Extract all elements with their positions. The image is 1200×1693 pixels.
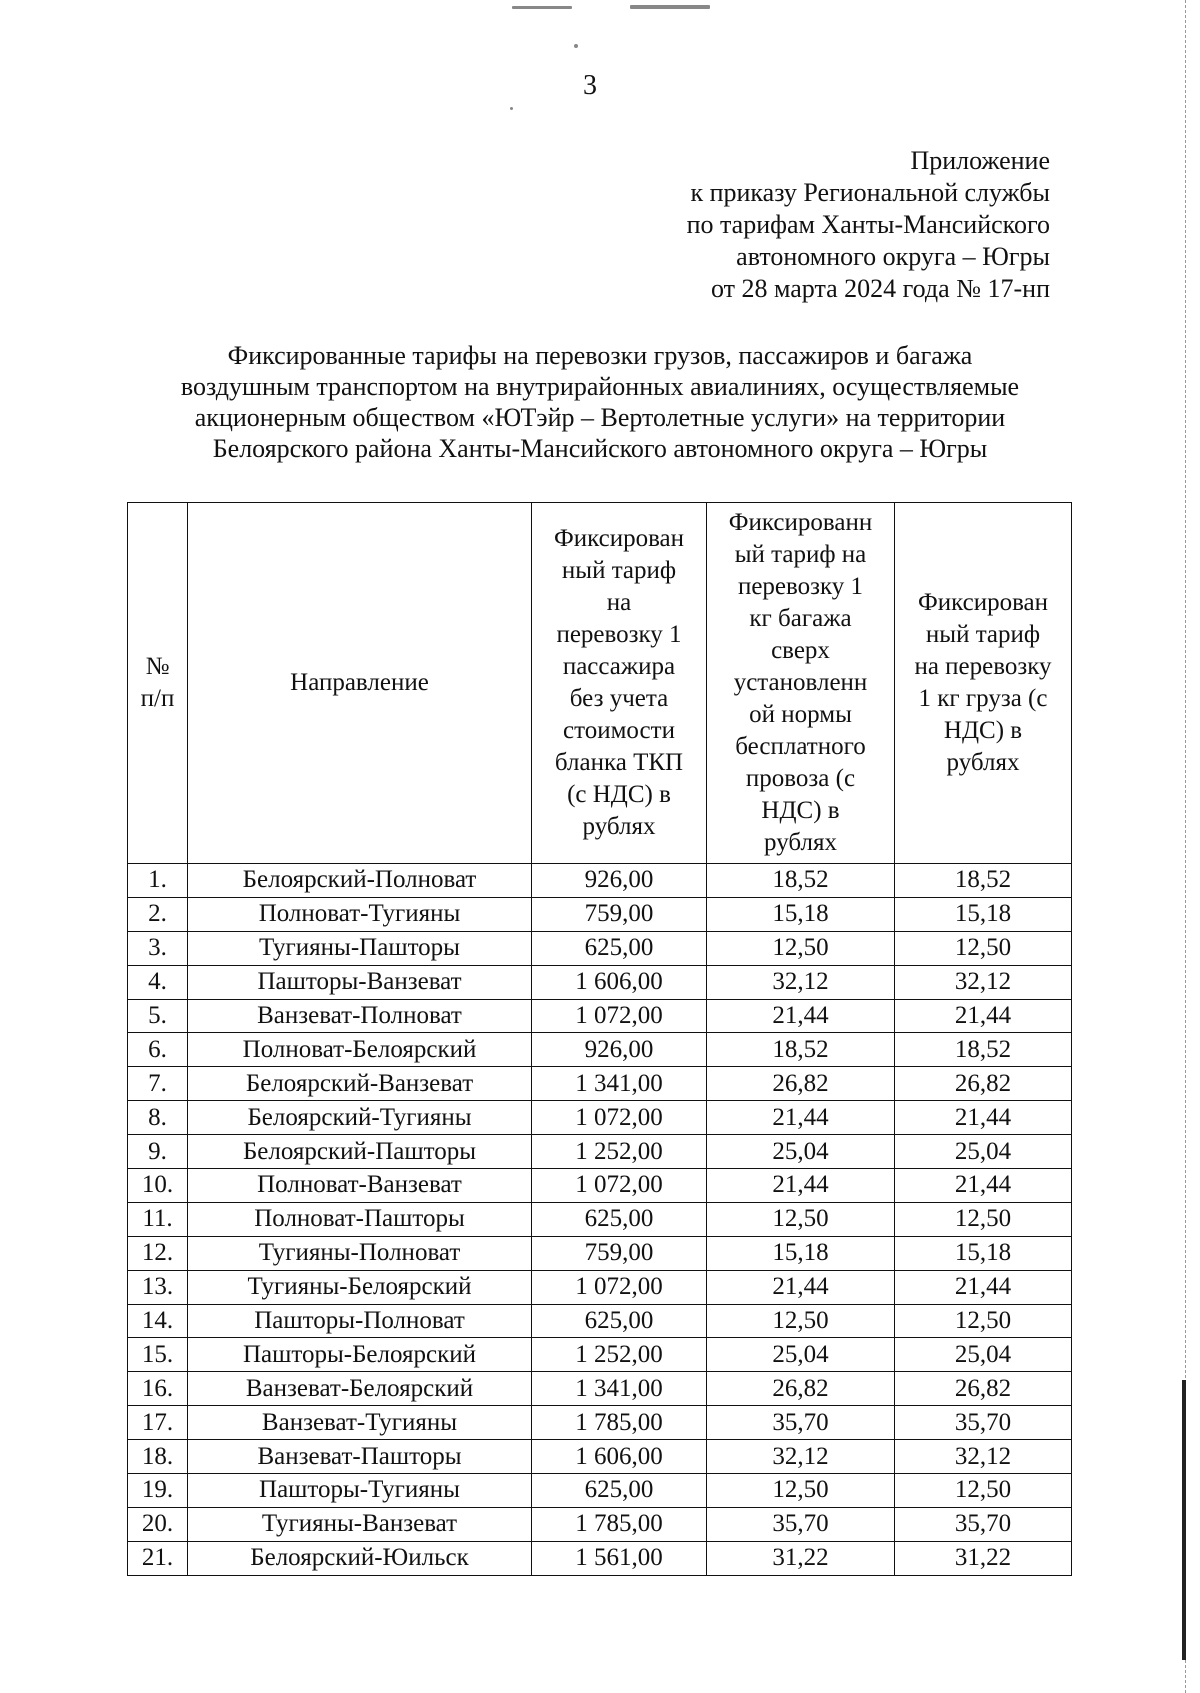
cell-passenger-tariff: 759,00 [532,897,707,931]
table-row [128,1202,1072,1236]
cell-cargo-tariff: 12,50 [895,931,1072,965]
table-row [128,1304,1072,1338]
cell-baggage-tariff: 25,04 [707,1338,895,1372]
appendix-header [687,145,1050,305]
header-line: Фиксированн [728,509,873,536]
header-line: НДС) в [761,797,840,824]
cell-passenger-tariff: 926,00 [532,1033,707,1067]
cell-num: 16. [128,1372,188,1406]
header-direction: Направление [188,503,532,864]
cell-baggage-tariff: 25,04 [707,1135,895,1169]
cell-cargo-tariff: 15,18 [895,897,1072,931]
cell-num: 14. [128,1304,188,1338]
scan-speck [512,6,572,9]
cell-direction: Тугияны-Полноват [188,1236,532,1270]
cell-cargo-tariff: 21,44 [895,1270,1072,1304]
header-line: на перевозку [914,653,1052,680]
header-line: ный тариф [925,621,1041,648]
table-row [128,931,1072,965]
table-row [128,1236,1072,1270]
cell-direction: Полноват-Ванзеват [188,1169,532,1203]
cell-direction: Пашторы-Полноват [188,1304,532,1338]
appendix-line: автономного округа – Югры [736,242,1050,271]
cell-baggage-tariff: 15,18 [707,897,895,931]
header-line: на [606,589,632,616]
title-line: акционерным обществом «ЮТэйр – Вертолетные услуги» на территории [194,403,1006,432]
header-baggage-tariff [707,503,895,864]
cell-num: 7. [128,1067,188,1101]
cell-direction: Тугияны-Ванзеват [188,1507,532,1541]
scan-edge-shadow [1182,1380,1186,1660]
header-line: ный тариф [561,557,677,584]
appendix-line: к приказу Региональной службы [690,178,1050,207]
cell-num: 20. [128,1507,188,1541]
cell-cargo-tariff: 35,70 [895,1406,1072,1440]
cell-cargo-tariff: 18,52 [895,1033,1072,1067]
table-row [128,1474,1072,1508]
cell-passenger-tariff: 1 341,00 [532,1067,707,1101]
cell-baggage-tariff: 18,52 [707,1033,895,1067]
cell-direction: Полноват-Белоярский [188,1033,532,1067]
header-line: п/п [140,685,175,712]
cell-num: 12. [128,1236,188,1270]
cell-num: 13. [128,1270,188,1304]
header-line: (с НДС) в [567,781,671,808]
header-line: бланка ТКП [554,749,684,776]
cell-baggage-tariff: 31,22 [707,1541,895,1575]
cell-direction: Ванзеват-Белоярский [188,1372,532,1406]
cell-baggage-tariff: 26,82 [707,1067,895,1101]
appendix-line: от 28 марта 2024 года № 17-нп [710,274,1050,303]
cell-num: 8. [128,1101,188,1135]
cell-num: 19. [128,1474,188,1508]
cell-direction: Белоярский-Полноват [188,864,532,898]
page-number: 3 [583,70,597,101]
table-row [128,1135,1072,1169]
scan-speck [630,5,710,9]
cell-cargo-tariff: 12,50 [895,1202,1072,1236]
header-line: Фиксирован [553,525,685,552]
table-row [128,1440,1072,1474]
table-row [128,1033,1072,1067]
cell-num: 21. [128,1541,188,1575]
table-row [128,864,1072,898]
table-row [128,1372,1072,1406]
header-line: НДС) в [943,717,1023,744]
cell-cargo-tariff: 21,44 [895,1169,1072,1203]
cell-passenger-tariff: 1 252,00 [532,1135,707,1169]
header-line: рублях [582,813,656,840]
cell-baggage-tariff: 12,50 [707,1304,895,1338]
cell-direction: Белоярский-Ванзеват [188,1067,532,1101]
table-row [128,965,1072,999]
cell-passenger-tariff: 1 072,00 [532,999,707,1033]
title-line: воздушным транспортом на внутрирайонных авиалиниях, осуществляемые [180,372,1020,401]
header-line: провоза (с [745,765,856,792]
cell-baggage-tariff: 15,18 [707,1236,895,1270]
document-title [100,340,1100,464]
cell-direction: Полноват-Пашторы [188,1202,532,1236]
header-line: установленн [733,669,868,696]
table-row [128,897,1072,931]
cell-passenger-tariff: 1 252,00 [532,1338,707,1372]
header-line: стоимости [563,717,675,744]
cell-cargo-tariff: 32,12 [895,1440,1072,1474]
cell-passenger-tariff: 625,00 [532,1202,707,1236]
cell-cargo-tariff: 25,04 [895,1135,1072,1169]
header-line: сверх [771,637,830,664]
cell-baggage-tariff: 18,52 [707,864,895,898]
cell-cargo-tariff: 32,12 [895,965,1072,999]
header-line: Фиксирован [917,589,1049,616]
cell-num: 18. [128,1440,188,1474]
cell-passenger-tariff: 625,00 [532,1474,707,1508]
table-header-row [128,503,1072,864]
cell-num: 11. [128,1202,188,1236]
cell-baggage-tariff: 35,70 [707,1406,895,1440]
cell-direction: Пашторы-Белоярский [188,1338,532,1372]
cell-passenger-tariff: 926,00 [532,864,707,898]
cell-direction: Ванзеват-Пашторы [188,1440,532,1474]
cell-baggage-tariff: 32,12 [707,965,895,999]
cell-passenger-tariff: 1 606,00 [532,965,707,999]
title-line: Фиксированные тарифы на перевозки грузов, пассажиров и багажа [227,341,973,370]
cell-passenger-tariff: 1 341,00 [532,1372,707,1406]
cell-baggage-tariff: 12,50 [707,1202,895,1236]
tariff-table [127,502,1072,1576]
table-row [128,1067,1072,1101]
header-line: ый тариф на [734,541,867,568]
cell-passenger-tariff: 1 072,00 [532,1270,707,1304]
cell-direction: Пашторы-Ванзеват [188,965,532,999]
cell-baggage-tariff: 32,12 [707,1440,895,1474]
cell-num: 10. [128,1169,188,1203]
cell-cargo-tariff: 15,18 [895,1236,1072,1270]
cell-baggage-tariff: 12,50 [707,1474,895,1508]
cell-cargo-tariff: 12,50 [895,1304,1072,1338]
scan-speck [510,107,513,110]
header-line: 1 кг груза (с [918,685,1048,712]
cell-cargo-tariff: 12,50 [895,1474,1072,1508]
cell-num: 15. [128,1338,188,1372]
cell-direction: Полноват-Тугияны [188,897,532,931]
header-line: рублях [946,749,1020,776]
cell-passenger-tariff: 625,00 [532,1304,707,1338]
cell-num: 17. [128,1406,188,1440]
table-row [128,1101,1072,1135]
cell-cargo-tariff: 21,44 [895,999,1072,1033]
table-row [128,1541,1072,1575]
cell-direction: Ванзеват-Тугияны [188,1406,532,1440]
cell-cargo-tariff: 26,82 [895,1372,1072,1406]
table-row [128,1406,1072,1440]
header-line: рублях [764,829,837,856]
cell-direction: Ванзеват-Полноват [188,999,532,1033]
cell-baggage-tariff: 21,44 [707,1169,895,1203]
cell-num: 1. [128,864,188,898]
cell-direction: Белоярский-Тугияны [188,1101,532,1135]
header-line: перевозку 1 [556,621,682,648]
cell-num: 3. [128,931,188,965]
appendix-line: по тарифам Ханты-Мансийского [686,210,1050,239]
cell-num: 4. [128,965,188,999]
cell-num: 5. [128,999,188,1033]
header-num [128,503,188,864]
cell-cargo-tariff: 31,22 [895,1541,1072,1575]
cell-passenger-tariff: 1 785,00 [532,1406,707,1440]
cell-passenger-tariff: 1 606,00 [532,1440,707,1474]
cell-passenger-tariff: 1 785,00 [532,1507,707,1541]
appendix-line: Приложение [910,146,1050,175]
header-cargo-tariff [895,503,1072,864]
cell-cargo-tariff: 21,44 [895,1101,1072,1135]
cell-cargo-tariff: 18,52 [895,864,1072,898]
header-line: кг багажа [749,605,852,632]
cell-num: 6. [128,1033,188,1067]
cell-cargo-tariff: 25,04 [895,1338,1072,1372]
cell-direction: Белоярский-Пашторы [188,1135,532,1169]
cell-direction: Белоярский-Юильск [188,1541,532,1575]
cell-passenger-tariff: 1 561,00 [532,1541,707,1575]
cell-baggage-tariff: 21,44 [707,1101,895,1135]
header-line: ой нормы [749,701,852,728]
cell-baggage-tariff: 21,44 [707,999,895,1033]
cell-baggage-tariff: 35,70 [707,1507,895,1541]
header-line: перевозку 1 [737,573,864,600]
cell-passenger-tariff: 1 072,00 [532,1101,707,1135]
table-row [128,999,1072,1033]
cell-direction: Пашторы-Тугияны [188,1474,532,1508]
header-line: № [145,653,170,680]
cell-baggage-tariff: 12,50 [707,931,895,965]
cell-direction: Тугияны-Белоярский [188,1270,532,1304]
cell-direction: Тугияны-Пашторы [188,931,532,965]
header-line: бесплатного [735,733,866,760]
table-row [128,1338,1072,1372]
cell-cargo-tariff: 26,82 [895,1067,1072,1101]
cell-passenger-tariff: 625,00 [532,931,707,965]
table-row [128,1270,1072,1304]
cell-passenger-tariff: 759,00 [532,1236,707,1270]
header-line: без учета [569,685,669,712]
cell-passenger-tariff: 1 072,00 [532,1169,707,1203]
header-passenger-tariff [532,503,707,864]
cell-baggage-tariff: 26,82 [707,1372,895,1406]
table-row [128,1507,1072,1541]
cell-baggage-tariff: 21,44 [707,1270,895,1304]
cell-cargo-tariff: 35,70 [895,1507,1072,1541]
header-line: пассажира [562,653,676,680]
scan-speck [574,44,578,48]
table-row [128,1169,1072,1203]
title-line: Белоярского района Ханты-Мансийского автономного округа – Югры [212,434,988,463]
cell-num: 9. [128,1135,188,1169]
cell-num: 2. [128,897,188,931]
